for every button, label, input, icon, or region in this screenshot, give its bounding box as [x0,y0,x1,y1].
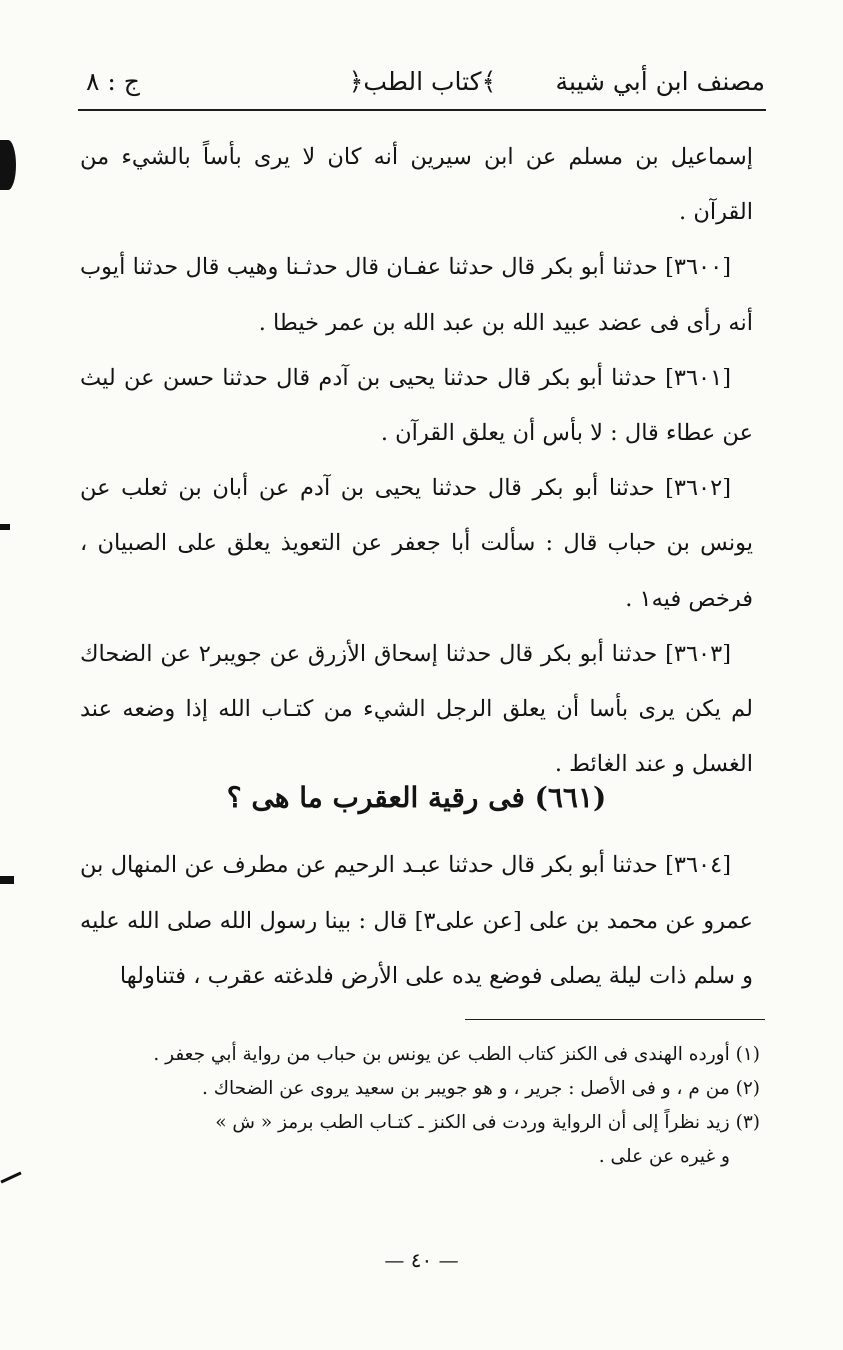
paragraph-continuation: إسماعيل بن مسلم عن ابن سيرين أنه كان لا يرى بأساً بالشيء من القرآن . [80,144,753,226]
footnotes [80,1038,760,1174]
main-text [80,130,753,792]
hadith-3601: [٣٦٠١] حدثنا أبو بكر قال حدثنا يحيى بن آدم قال حدثنا حسن عن ليث عن عطاء قال : لا بأس أن يعلق القرآن . [80,364,753,447]
footnote-3-continuation: و غيره عن على . [598,1146,730,1167]
scan-mark [0,1171,21,1183]
page-number: — ٤٠ — [384,1248,459,1272]
chapter-heading: (٦٦١) فى رقية العقرب ما هى ؟ [226,781,607,814]
scan-mark [0,140,16,190]
hadith-3604: [٣٦٠٤] حدثنا أبو بكر قال حدثنا عبـد الرحيم عن مطرف عن المنهال بن عمرو عن محمد بن على [عن على٣] قال : بينا رسول الله صلى الله عليه و سلم ذات ليلة يصلى فوضع يده على الأرض فلدغته عقرب ، فتناولها [80,852,753,989]
footnote-3: (٣) زيد نظراً إلى أن الرواية وردت فى الكنز ـ كتـاب الطب برمز « ش » [215,1112,760,1133]
header-section-title: ﴿كتاب الطب﴾ [348,67,497,96]
footnote-2: (٢) من م ، و فى الأصل : جرير ، و هو جويبر بن سعيد يروى عن الضحاك . [201,1078,760,1099]
running-header [80,60,765,110]
footnote-rule [465,1019,765,1020]
header-book-title: مصنف ابن أبي شيبة [555,67,765,96]
hadith-3602: [٣٦٠٢] حدثنا أبو بكر قال حدثنا يحيى بن آدم عن أبان بن ثعلب عن يونس بن حباب قال : سألت أبا جعفر عن التعويذ يعلق على الصبيان ، فرخص فيه١ . [80,475,753,612]
hadith-3603: [٣٦٠٣] حدثنا أبو بكر قال حدثنا إسحاق الأزرق عن جويبر٢ عن الضحاك لم يكن يرى بأسا أن يعلق الرجل الشيء من كتـاب الله إذا وضعه عند الغسل و عند الغائط . [80,640,753,778]
hadith-3600: [٣٦٠٠] حدثنا أبو بكر قال حدثنا عفـان قال حدثـنا وهيب قال حدثنا أيوب أنه رأى فى عضد عبيد الله بن عبد الله بن عمر خيطا . [80,254,753,336]
header-rule [78,109,766,111]
scan-mark [0,524,10,530]
footnote-1: (١) أورده الهندى فى الكنز كتاب الطب عن يونس بن حباب من رواية أبي جعفر . [153,1044,760,1065]
header-volume: ج : ٨ [86,67,140,96]
scan-mark [0,876,14,884]
main-text-continued [80,838,753,1005]
